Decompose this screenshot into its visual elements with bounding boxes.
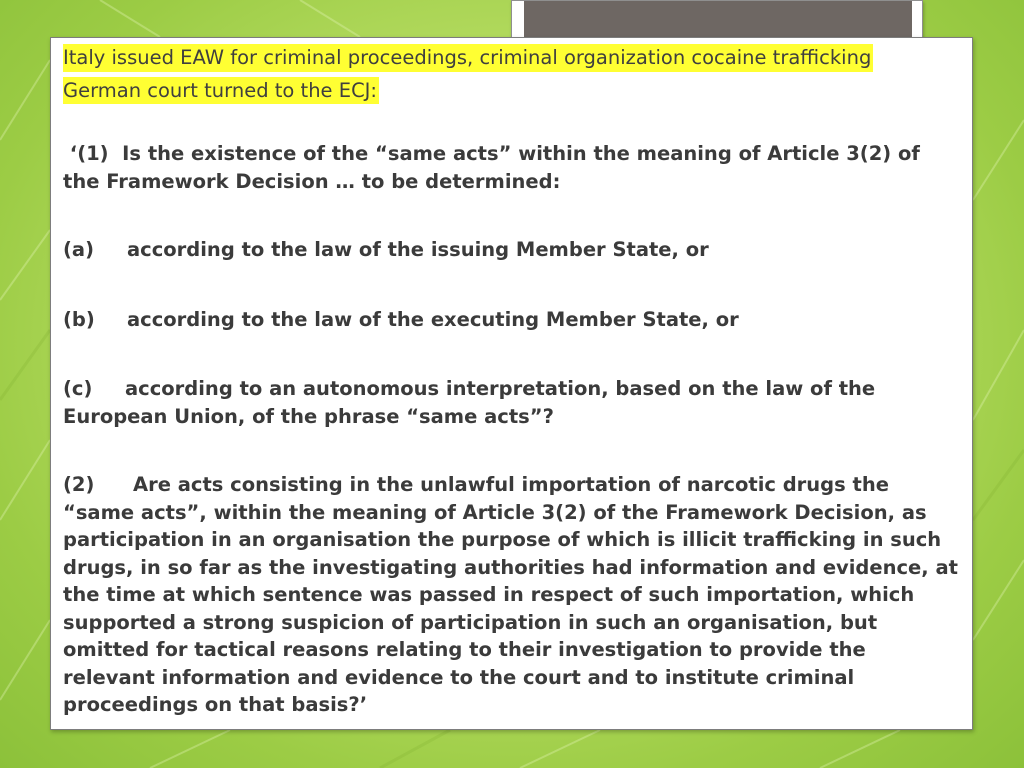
question-2 [63,471,961,719]
question-1-intro: ‘(1) Is the existence of the “same acts” within the meaning of Article 3(2) of the Framework Decision … to be determined: [63,142,927,193]
option-b [63,306,961,334]
question-label: (2) [63,473,95,496]
option-a [63,236,961,264]
option-text: according to the law of the executing Member State, or [127,307,739,331]
option-label: (c) [63,377,93,400]
highlight-line-1 [63,44,961,77]
highlighted-text: German court turned to the ECJ: [63,77,379,105]
highlighted-text: Italy issued EAW for criminal proceedings, criminal organization cocaine trafficking [63,44,873,72]
highlight-line-2 [63,77,961,110]
question-text: Are acts consisting in the unlawful importation of narcotic drugs the “same acts”, within the meaning of Article 3(2) of the Framework Decision, as participation in an organisation the purpose of which is illicit trafficking in such drugs, in so far as the investigating authorities had information and evidence, at the time at which sentence was passed in respect of such importation, which supported a strong suspicion of participation in such an organisation, but omitted for tactical reasons relating to their investigation to provide the relevant information and evidence to the court and to institute criminal proceedings on that basis?’ [63,473,958,716]
slide-text [63,44,961,719]
option-c [63,375,961,430]
option-text: according to an autonomous interpretation, based on the law of the European Union, of the phrase “same acts”? [63,377,876,428]
option-label: (b) [63,307,95,331]
option-label: (a) [63,238,94,261]
slide-content-box [50,37,973,730]
option-text: according to the law of the issuing Member State, or [127,238,709,261]
